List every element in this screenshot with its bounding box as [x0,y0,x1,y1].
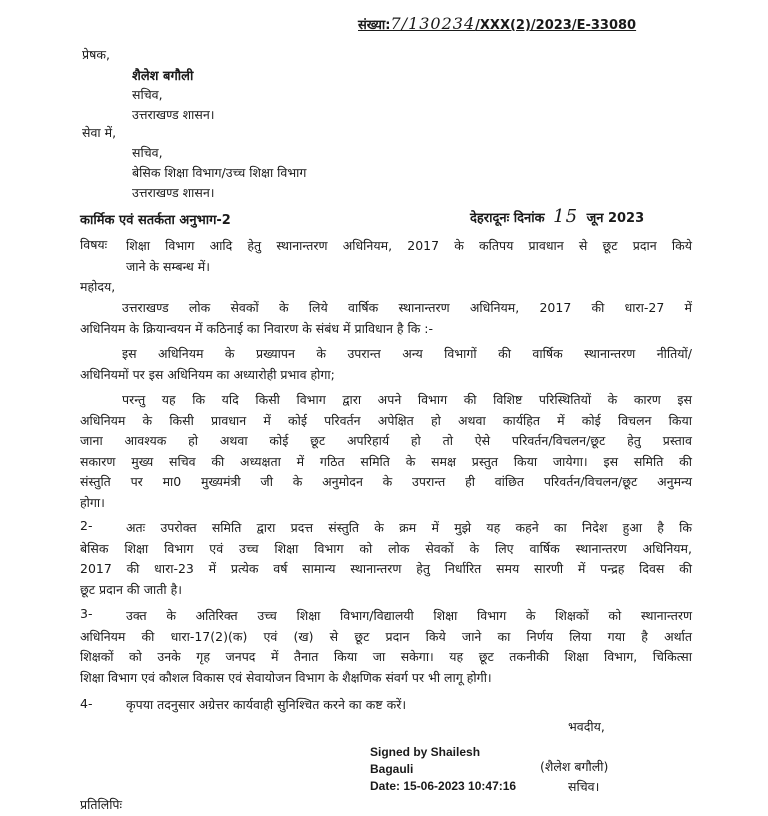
paragraph-line: छूट प्रदान की जाती है। [80,581,182,597]
paragraph-line: अधिनियम की धारा-17(2)(क) एवं (ख) से छूट प्रदान किये जाने का निर्णय लिया गया है अर्थात [80,628,692,644]
signature-line: Bagauli [370,762,414,776]
paragraph-line: उक्त के अतिरिक्त उच्च शिक्षा विभाग/विद्यालयी शिक्षा विभाग के शिक्षकों को स्थानान्तरण [126,608,692,623]
subject-text [126,236,692,277]
date-handwritten-day: 15 [553,206,579,227]
closing-name: (शैलेश बगौली) [540,759,609,774]
recipient-office: उत्तराखण्ड शासन। [132,185,215,200]
paragraph-3 [80,390,692,513]
paragraph-line: इस अधिनियम के प्रख्यापन के उपरान्त अन्य विभागों की वार्षिक स्थानान्तरण नीतियों/ [122,346,692,361]
recipient-label: सेवा में, [82,125,117,140]
reference-suffix: /XXX(2)/2023/E-33080 [475,18,637,33]
paragraph-number: 3- [80,606,93,621]
paragraph-line: संस्तुति पर मा0 मुख्यमंत्री जी के अनुमोदन के उपरान्त ही वांछित परिवर्तन/विचलन/छूट अनुमन्य [80,474,692,489]
paragraph-line: शिक्षा विभाग एवं कौशल विकास एवं सेवायोजन विभाग के शैक्षणिक संवर्ग पर भी लागू होगी। [80,669,492,685]
sender-name: शैलेश बगौली [132,69,194,84]
paragraph-number: 2- [80,518,93,533]
sender-designation: सचिव, [132,87,163,102]
closing-yours: भवदीय, [568,719,605,734]
paragraph-line: जाना आवश्यक हो अथवा कोई छूट अपरिहार्य हो तो ऐसे परिवर्तन/विचलन/छूट हेतु प्रस्ताव [80,433,692,448]
copy-to-label: प्रतिलिपिः [80,797,123,812]
recipient-designation: सचिव, [132,145,163,160]
paragraph-line: 2017 की धारा-23 में प्रत्येक वर्ष सामान्य स्थानान्तरण हेतु निर्धारित समय सारणी में पन्द्रह दिवस की [80,561,692,576]
paragraph-line: शिक्षकों को उनके गृह जनपद में तैनात किया जा सकेगा। यह छूट तकनीकी शिक्षा विभाग, चिकित्सा [80,649,692,664]
subject-label: विषयः [80,237,108,252]
recipient-department: बेसिक शिक्षा विभाग/उच्च शिक्षा विभाग [132,165,307,180]
paragraph-1 [80,298,692,339]
salutation: महोदय, [80,279,116,294]
paragraph-line: अधिनियम के किसी प्रावधान में कोई परिवर्तन अपेक्षित हो अथवा कार्यहित में कोई विचलन किया [80,412,692,428]
signature-date: Date: 15-06-2023 10:47:16 [370,779,517,793]
paragraph-5 [80,606,692,688]
sender-office: उत्तराखण्ड शासन। [132,107,215,122]
paragraph-line: परन्तु यह कि यदि किसी विभाग द्वारा अपने विभाग की विशिष्ट परिस्थितियों के कारण इस [122,392,692,407]
paragraph-line: उत्तराखण्ड लोक सेवकों के लिये वार्षिक स्थानान्तरण अधिनियम, 2017 की धारा-27 में [122,300,692,315]
sender-label: प्रेषक, [82,47,110,62]
paragraph-4 [80,518,692,600]
subject-line: शिक्षा विभाग आदि हेतु स्थानान्तरण अधिनियम, 2017 के कतिपय प्रावधान से छूट प्रदान किये [126,238,692,253]
paragraph-line: अतः उपरोक्त समिति द्वारा प्रदत्त संस्तुति के क्रम में मुझे यह कहने का निदेश हुआ है कि [126,520,692,535]
paragraph-6: कृपया तदनुसार अग्रेत्तर कार्यवाही सुनिश्चित करने का कष्ट करें। [126,697,407,712]
closing-designation: सचिव। [568,779,600,794]
date-suffix: जून 2023 [586,211,645,226]
reference-prefix: संख्या: [358,18,391,33]
subject-line: जाने के सम्बन्ध में। [126,258,210,274]
reference-number [358,14,636,33]
paragraph-line: बेसिक शिक्षा विभाग एवं उच्च शिक्षा विभाग को लोक सेवकों के लिए वार्षिक स्थानान्तरण अधिनियम, [80,540,692,556]
letter-date [470,206,644,227]
reference-handwritten-number: 7/130234 [390,14,476,33]
paragraph-2 [80,344,692,385]
digital-signature [370,744,516,795]
paragraph-line: होगा। [80,494,105,510]
date-prefix: देहरादूनः दिनांक [470,211,545,226]
section-name: कार्मिक एवं सतर्कता अनुभाग-2 [80,213,231,228]
paragraph-number: 4- [80,696,93,711]
signature-line: Signed by Shailesh [370,745,481,759]
paragraph-line: सकारण मुख्य सचिव की अध्यक्षता में गठित समिति के समक्ष प्रस्तुत किया जायेगा। इस समिति की [80,453,692,469]
paragraph-line: अधिनियम के क्रियान्वयन में कठिनाई का निवारण के संबंध में प्राविधान है कि :- [80,320,434,336]
paragraph-line: अधिनियमों पर इस अधिनियम का अध्यारोही प्रभाव होगा; [80,366,335,382]
